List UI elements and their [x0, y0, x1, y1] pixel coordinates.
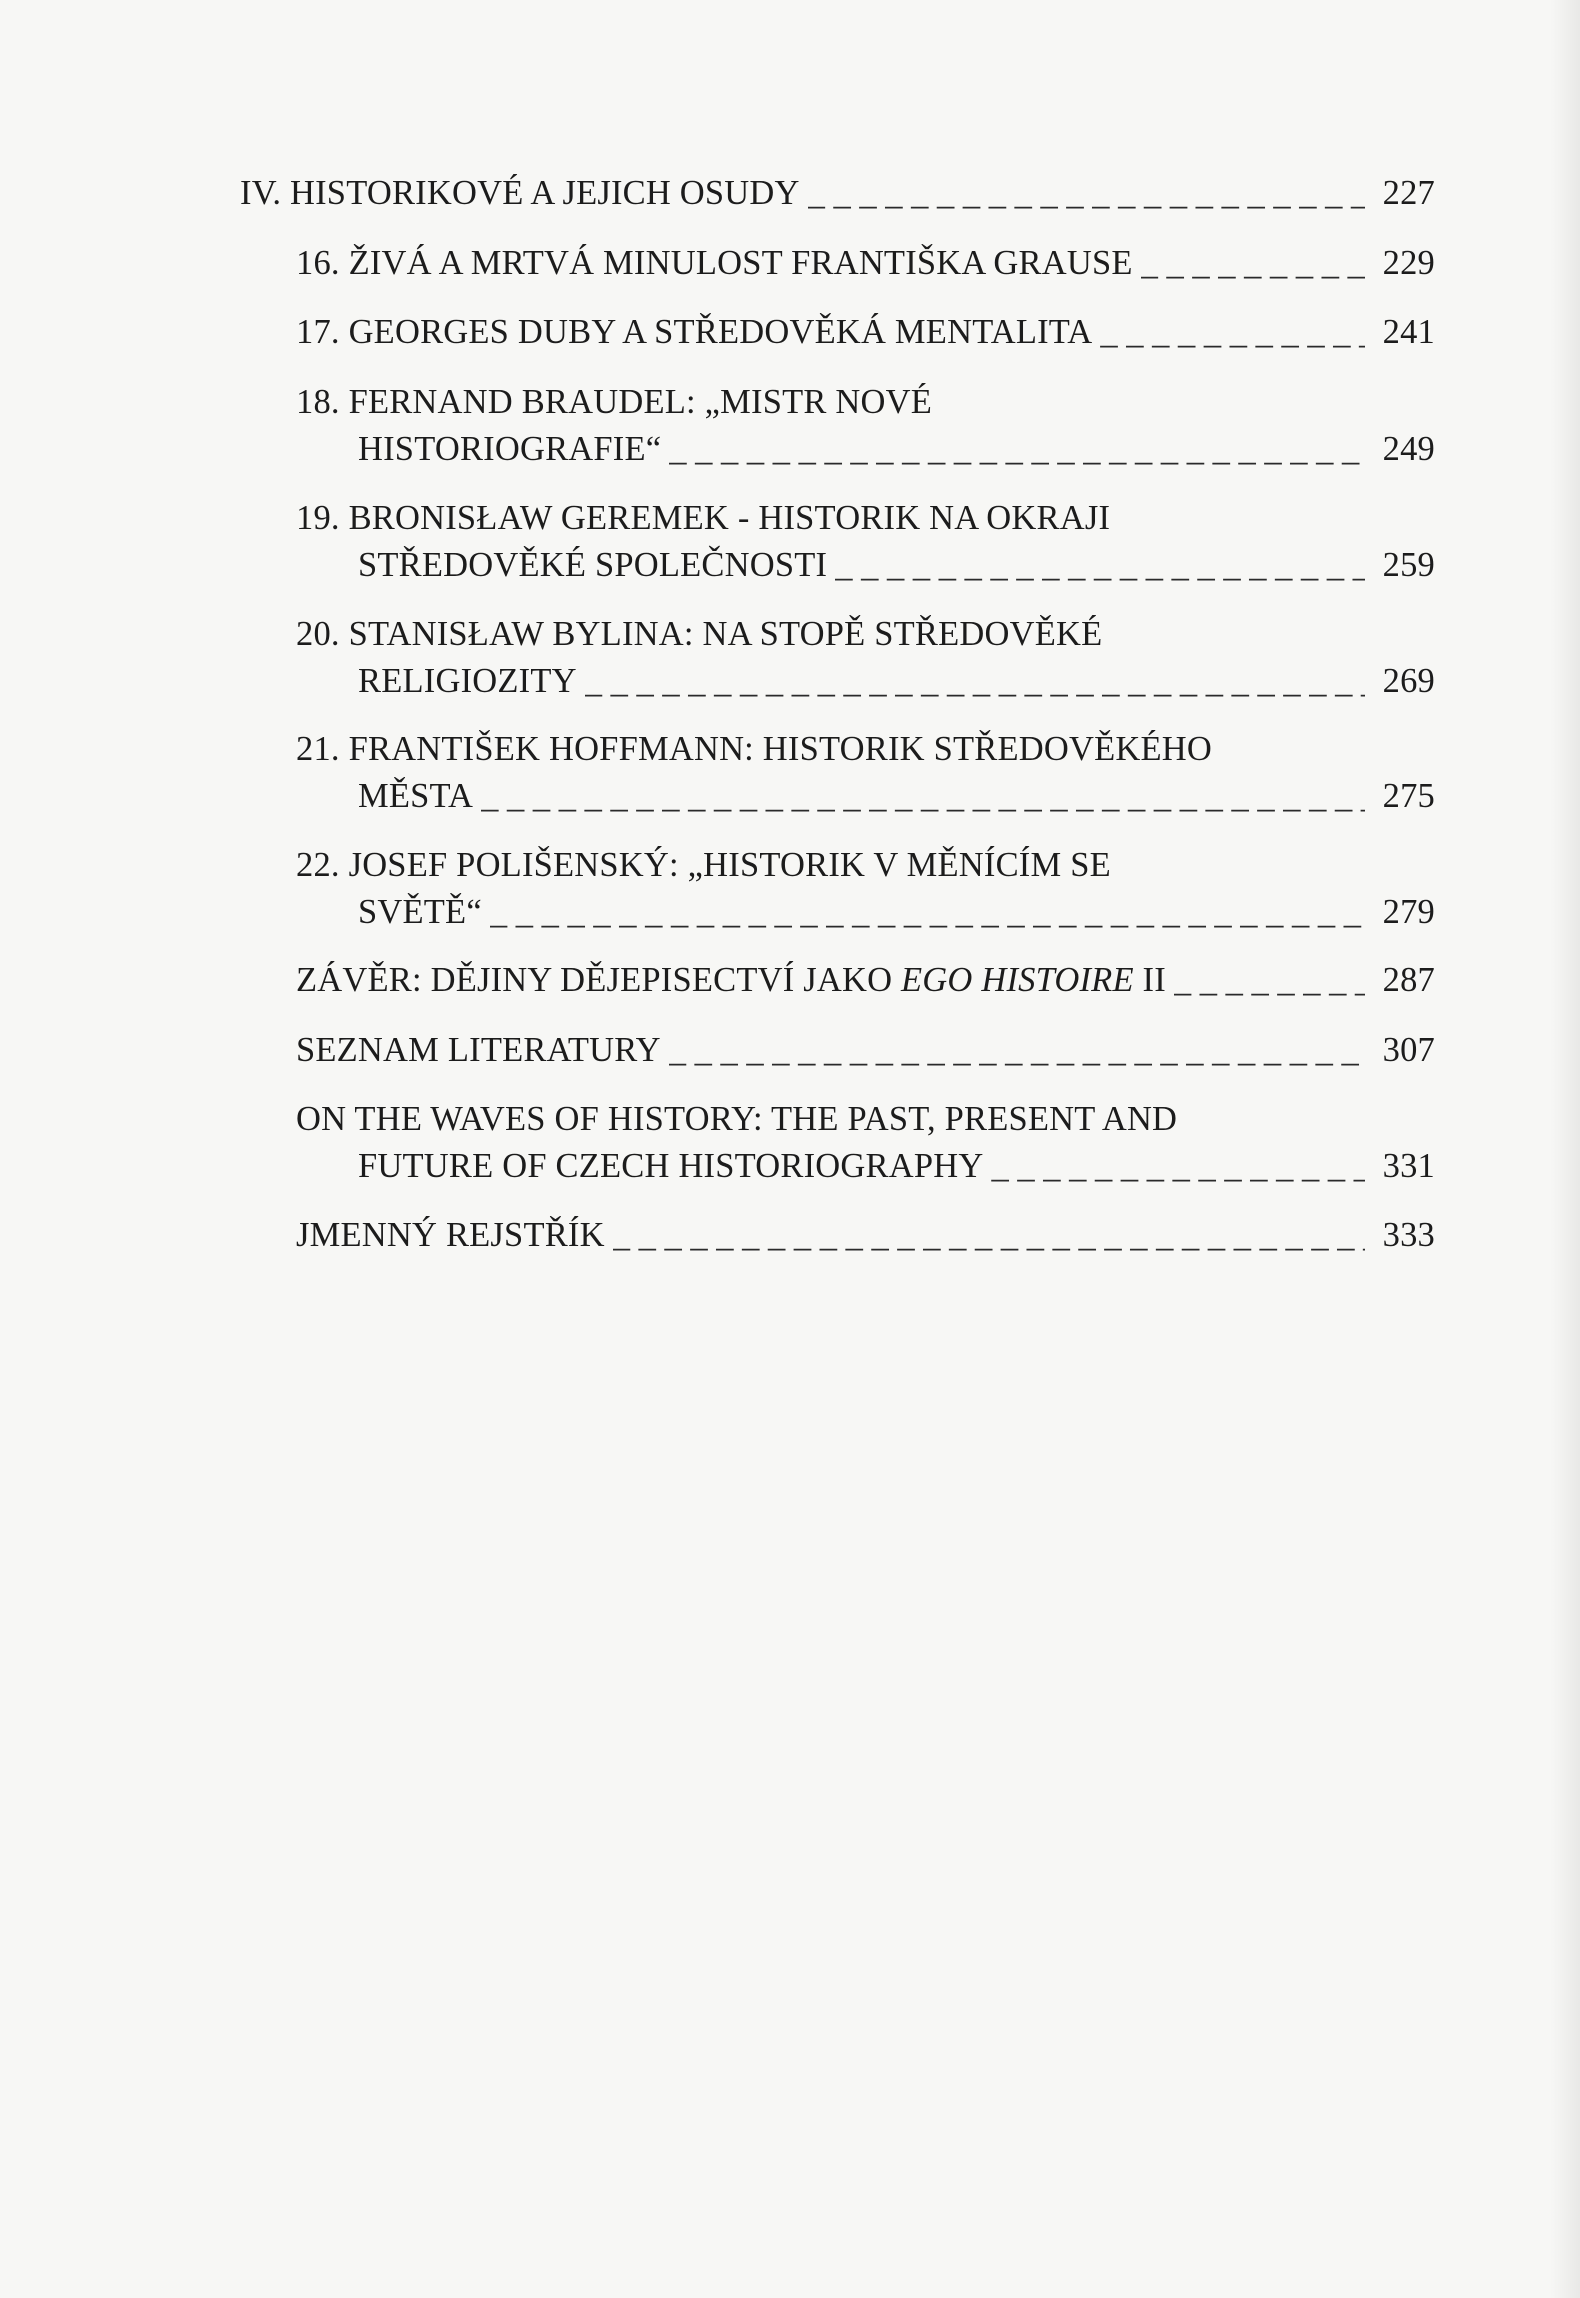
- dotted-leader: [835, 542, 1365, 589]
- chapter-title: STANISŁAW BYLINA: NA STOPĚ STŘEDOVĚKÉ: [348, 615, 1103, 653]
- chapter-title: GEORGES DUBY A STŘEDOVĚKÁ MENTALITA: [348, 313, 1093, 351]
- chapter-title: ŽIVÁ A MRTVÁ MINULOST FRANTIŠKA GRAUSE: [348, 244, 1133, 282]
- toc-page-number: 331: [1382, 1147, 1435, 1185]
- chapter-number: 19.: [296, 499, 340, 537]
- toc-page-number: 333: [1382, 1216, 1435, 1254]
- dotted-leader: [490, 889, 1365, 936]
- chapter-number: 16.: [296, 244, 340, 282]
- chapter-number: 18.: [296, 383, 340, 421]
- chapter-title: FERNAND BRAUDEL: „MISTR NOVÉ: [348, 383, 933, 421]
- toc-name-index[interactable]: [296, 1212, 1435, 1259]
- chapter-number: 17.: [296, 313, 340, 351]
- dotted-leader: [808, 170, 1365, 217]
- toc-entry-title: [296, 957, 1166, 1004]
- toc-entry-title: [296, 379, 932, 426]
- toc-page-number: 259: [1382, 546, 1435, 584]
- dotted-leader: [613, 1212, 1365, 1259]
- chapter-title: FRANTIŠEK HOFFMANN: HISTORIK STŘEDOVĚKÉHO: [348, 730, 1212, 768]
- toc-page-number: 249: [1382, 430, 1435, 468]
- toc-entry-title: [296, 611, 1102, 658]
- toc-entry-title: JMENNÝ REJSTŘÍK: [296, 1216, 605, 1254]
- conclusion-title-suffix: II: [1133, 961, 1166, 999]
- dotted-leader: [585, 658, 1365, 705]
- toc-chapter-16[interactable]: [296, 240, 1435, 287]
- conclusion-title-italic: EGO HISTOIRE: [901, 961, 1134, 999]
- chapter-title-continuation: RELIGIOZITY: [358, 662, 577, 700]
- chapter-number: 21.: [296, 730, 340, 768]
- chapter-title: JOSEF POLIŠENSKÝ: „HISTORIK V MĚNÍCÍM SE: [348, 846, 1111, 884]
- chapter-number: 20.: [296, 615, 340, 653]
- toc-entry-title: [296, 240, 1133, 287]
- toc-chapter-18[interactable]: [296, 379, 1435, 473]
- dotted-leader: [1174, 957, 1365, 1004]
- toc-english-summary[interactable]: [296, 1096, 1435, 1190]
- toc-page-number: 279: [1382, 893, 1435, 931]
- toc-entry-title: [296, 726, 1212, 773]
- chapter-title-continuation: MĚSTA: [358, 777, 474, 815]
- chapter-title: BRONISŁAW GEREMEK - HISTORIK NA OKRAJI: [348, 499, 1111, 537]
- toc-entry-title: [296, 309, 1092, 356]
- toc-page-number: 229: [1382, 244, 1435, 282]
- toc-chapter-21[interactable]: [296, 726, 1435, 820]
- conclusion-title: ZÁVĚR: DĚJINY DĚJEPISECTVÍ JAKO: [296, 961, 902, 999]
- toc-entry-title: SEZNAM LITERATURY: [296, 1031, 661, 1069]
- toc-entry-title: IV. HISTORIKOVÉ A JEJICH OSUDY: [240, 174, 800, 212]
- summary-title-continuation: FUTURE OF CZECH HISTORIOGRAPHY: [358, 1147, 984, 1185]
- dotted-leader: [669, 1027, 1365, 1074]
- toc-conclusion[interactable]: [296, 957, 1435, 1004]
- toc-entry-title: [296, 842, 1111, 889]
- dotted-leader: [1141, 240, 1365, 287]
- toc-page-number: 241: [1382, 313, 1435, 351]
- toc-chapter-17[interactable]: [296, 309, 1435, 356]
- toc-page-number: 287: [1382, 961, 1435, 999]
- toc-page-number: 275: [1382, 777, 1435, 815]
- dotted-leader: [481, 773, 1365, 820]
- toc-chapter-20[interactable]: [296, 611, 1435, 705]
- toc-part-iv[interactable]: [240, 170, 1435, 217]
- dotted-leader: [991, 1143, 1365, 1190]
- toc-chapter-19[interactable]: [296, 495, 1435, 589]
- toc-entry-title: [296, 495, 1110, 542]
- toc-page-number: 227: [1382, 174, 1435, 212]
- toc-entry-title: ON THE WAVES OF HISTORY: THE PAST, PRESENT AND: [296, 1100, 1178, 1138]
- toc-literature[interactable]: [296, 1027, 1435, 1074]
- chapter-number: 22.: [296, 846, 340, 884]
- chapter-title-continuation: STŘEDOVĚKÉ SPOLEČNOSTI: [358, 546, 828, 584]
- toc-page-number: 269: [1382, 662, 1435, 700]
- chapter-title-continuation: HISTORIOGRAFIE“: [358, 430, 662, 468]
- toc-chapter-22[interactable]: [296, 842, 1435, 936]
- dotted-leader: [1100, 309, 1365, 356]
- dotted-leader: [669, 426, 1365, 473]
- chapter-title-continuation: SVĚTĚ“: [358, 893, 482, 931]
- toc-page-number: 307: [1382, 1031, 1435, 1069]
